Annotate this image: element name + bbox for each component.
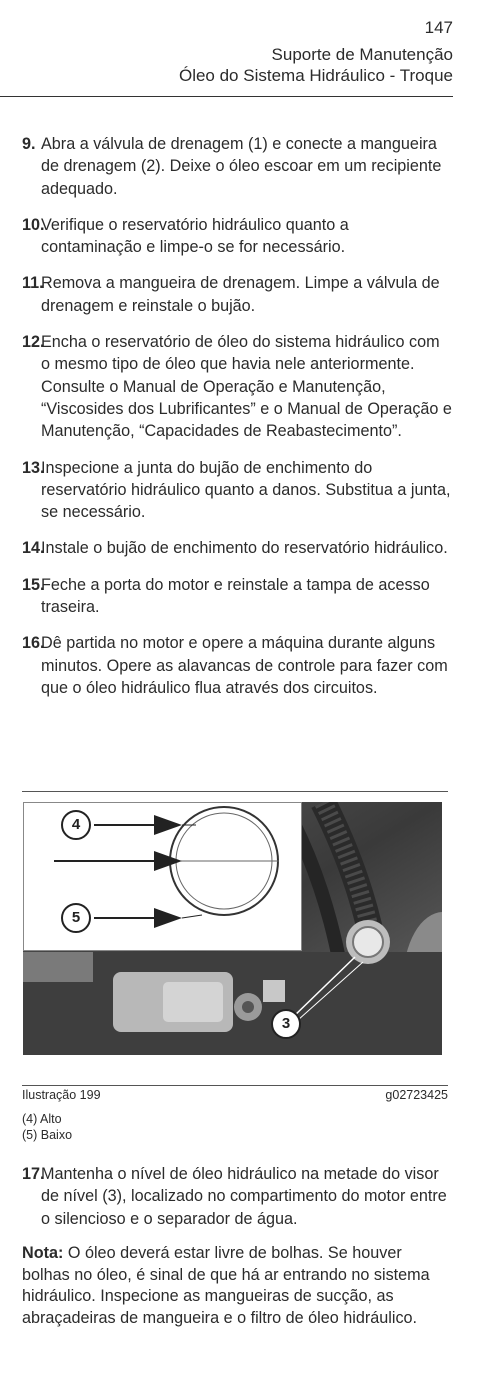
figure-label: Ilustração 199 bbox=[22, 1088, 101, 1102]
procedure-steps bbox=[22, 133, 452, 713]
step-13 bbox=[22, 457, 452, 524]
step-number: 11. bbox=[22, 274, 44, 293]
step-text: Encha o reservatório de óleo do sistema hidráulico com o mesmo tipo de óleo que havia nele anteriormente. Consulte o Manual de Operação e Manutenção, “Viscosides dos Lubrificantes” e o Manual de Operação e Manutenção, “Capacidades de Reabastecimento”. bbox=[41, 333, 452, 441]
subsection-title: Óleo do Sistema Hidráulico - Troque bbox=[178, 66, 453, 85]
step-text: Verifique o reservatório hidráulico quanto a contaminação e limpe-o se for necessário. bbox=[41, 215, 349, 257]
step-text: Abra a válvula de drenagem (1) e conecte a mangueira de drenagem (2). Deixe o óleo escoar em um recipiente adequado. bbox=[41, 135, 442, 198]
callout-5-low: 5 bbox=[61, 903, 91, 933]
legend-item-low: (5) Baixo bbox=[22, 1128, 73, 1142]
step-9 bbox=[22, 133, 452, 200]
note-label: Nota: bbox=[22, 1244, 64, 1262]
step-number: 14. bbox=[22, 539, 45, 558]
step-11 bbox=[22, 272, 452, 317]
step-17-block bbox=[22, 1163, 452, 1244]
page-number: 147 bbox=[424, 18, 453, 37]
figure-caption bbox=[22, 1085, 448, 1102]
step-number: 16. bbox=[22, 634, 45, 653]
step-number: 9. bbox=[22, 135, 36, 153]
step-text: Inspecione a junta do bujão de enchimento do reservatório hidráulico quanto a danos. Substitua a junta, se necessário. bbox=[41, 458, 451, 522]
note-text: O óleo deverá estar livre de bolhas. Se houver bolhas no óleo, é sinal de que há ar entrando no sistema hidráulico. Inspecione as mangueiras de sucção, as abraçadeiras de mangueira e o filtro de óleo hidráulico. bbox=[22, 1244, 430, 1327]
step-number: 17. bbox=[22, 1165, 45, 1183]
step-number: 10. bbox=[22, 215, 45, 234]
step-text: Feche a porta do motor e reinstale a tampa de acesso traseira. bbox=[41, 575, 430, 617]
step-number: 15. bbox=[22, 575, 45, 594]
step-text: Remova a mangueira de drenagem. Limpe a válvula de drenagem e reinstale o bujão. bbox=[41, 274, 440, 315]
figure-code: g02723425 bbox=[385, 1088, 448, 1102]
note-paragraph bbox=[22, 1243, 452, 1329]
step-15 bbox=[22, 574, 452, 619]
figure-legend bbox=[22, 1111, 72, 1143]
step-14 bbox=[22, 537, 452, 559]
step-text: Instale o bujão de enchimento do reservatório hidráulico. bbox=[41, 539, 448, 558]
illustration-sight-gauge bbox=[23, 802, 442, 1055]
step-12 bbox=[22, 331, 452, 442]
step-number: 12. bbox=[22, 333, 45, 352]
step-10 bbox=[22, 214, 452, 259]
step-number: 13. bbox=[22, 458, 45, 477]
step-text: Mantenha o nível de óleo hidráulico na metade do visor de nível (3), localizado no compartimento do motor entre o silencioso e o separador de água. bbox=[41, 1165, 447, 1228]
step-text: Dê partida no motor e opere a máquina durante alguns minutos. Opere as alavancas de controle para fazer com que o óleo hidráulico flua através dos circuitos. bbox=[41, 634, 448, 697]
callout-4-high: 4 bbox=[61, 810, 91, 840]
figure-top-rule bbox=[22, 791, 448, 792]
legend-item-high: (4) Alto bbox=[22, 1112, 62, 1126]
step-16 bbox=[22, 632, 452, 699]
step-17 bbox=[22, 1163, 452, 1230]
header-rule bbox=[0, 96, 453, 97]
callout-3-sight-gauge: 3 bbox=[271, 1009, 301, 1039]
section-title: Suporte de Manutenção bbox=[271, 45, 453, 64]
